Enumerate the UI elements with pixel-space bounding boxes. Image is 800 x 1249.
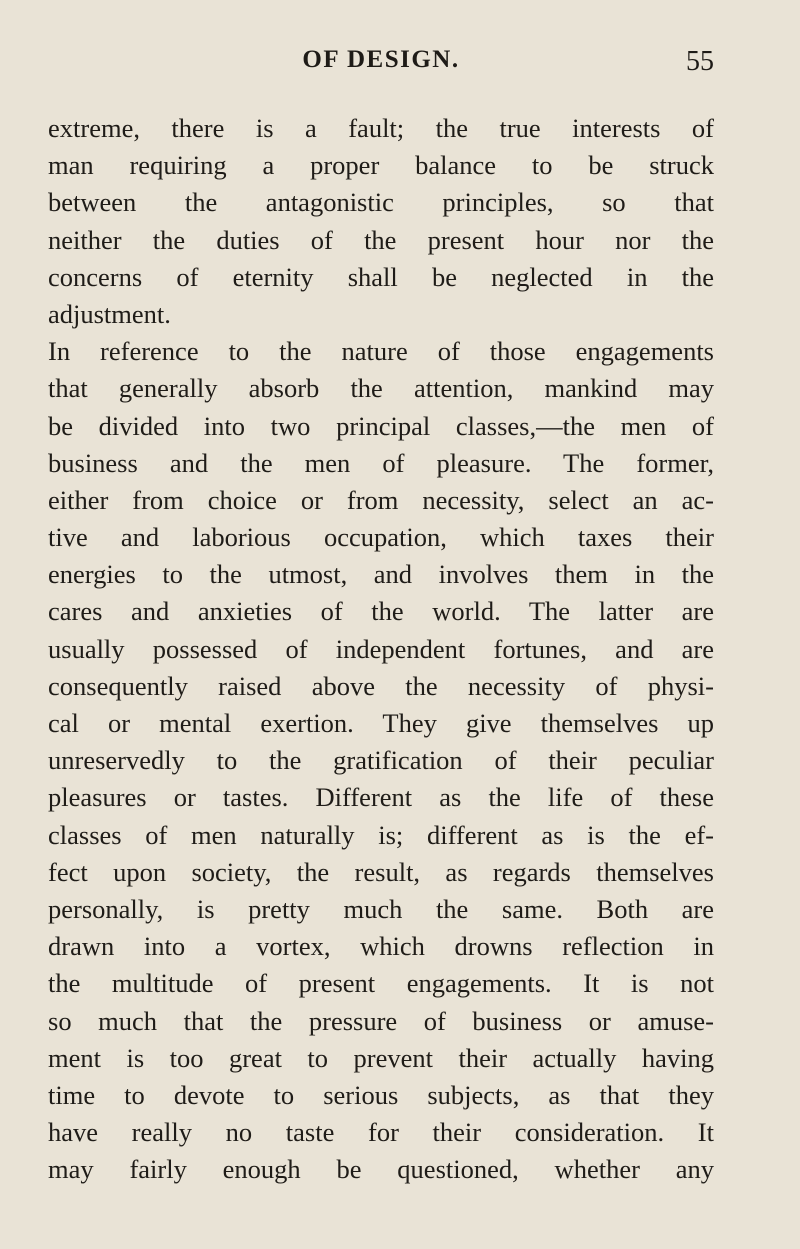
text-line: neither the duties of the present hour nor the — [48, 224, 714, 255]
text-line: usually possessed of independent fortunes, and are — [48, 633, 714, 664]
text-line: have really no taste for their consideration. It — [48, 1117, 714, 1148]
body-text — [48, 110, 714, 1188]
text-line: that generally absorb the attention, mankind may — [48, 373, 714, 404]
text-line: time to devote to serious subjects, as that they — [48, 1079, 714, 1110]
text-line: drawn into a vortex, which drowns reflection in — [48, 931, 714, 962]
text-line: man requiring a proper balance to be struck — [48, 150, 714, 181]
text-line: fect upon society, the result, as regards themselves — [48, 856, 714, 887]
text-line: unreservedly to the gratification of their peculiar — [48, 745, 714, 776]
text-line: classes of men naturally is; different as is the ef- — [48, 819, 714, 850]
text-line: concerns of eternity shall be neglected in the — [48, 261, 714, 292]
text-line: cal or mental exertion. They give themselves up — [48, 708, 714, 738]
text-line: consequently raised above the necessity of physi- — [48, 670, 714, 701]
text-line: pleasures or tastes. Different as the life of these — [48, 782, 714, 813]
text-line: adjustment. — [48, 298, 171, 329]
text-line: extreme, there is a fault; the true interests of — [48, 113, 714, 143]
text-line: be divided into two principal classes,—the men of — [48, 410, 714, 441]
text-line: business and the men of pleasure. The former, — [48, 447, 714, 478]
text-line: ment is too great to prevent their actually having — [48, 1042, 714, 1073]
text-line: personally, is pretty much the same. Both are — [48, 893, 714, 924]
text-line: tive and laborious occupation, which taxes their — [48, 522, 714, 553]
page-header — [48, 46, 714, 86]
text-line: energies to the utmost, and involves them in the — [48, 559, 714, 590]
page-number: 55 — [686, 46, 714, 77]
text-line: In reference to the nature of those engagements — [48, 336, 714, 367]
text-line: the multitude of present engagements. It is not — [48, 968, 714, 999]
text-line: cares and anxieties of the world. The latter are — [48, 596, 714, 627]
text-line: so much that the pressure of business or amuse- — [48, 1005, 714, 1036]
running-head: OF DESIGN. — [302, 46, 460, 73]
text-line: may fairly enough be questioned, whether any — [48, 1154, 714, 1185]
text-line: either from choice or from necessity, select an ac- — [48, 484, 714, 515]
text-line: between the antagonistic principles, so that — [48, 187, 714, 218]
